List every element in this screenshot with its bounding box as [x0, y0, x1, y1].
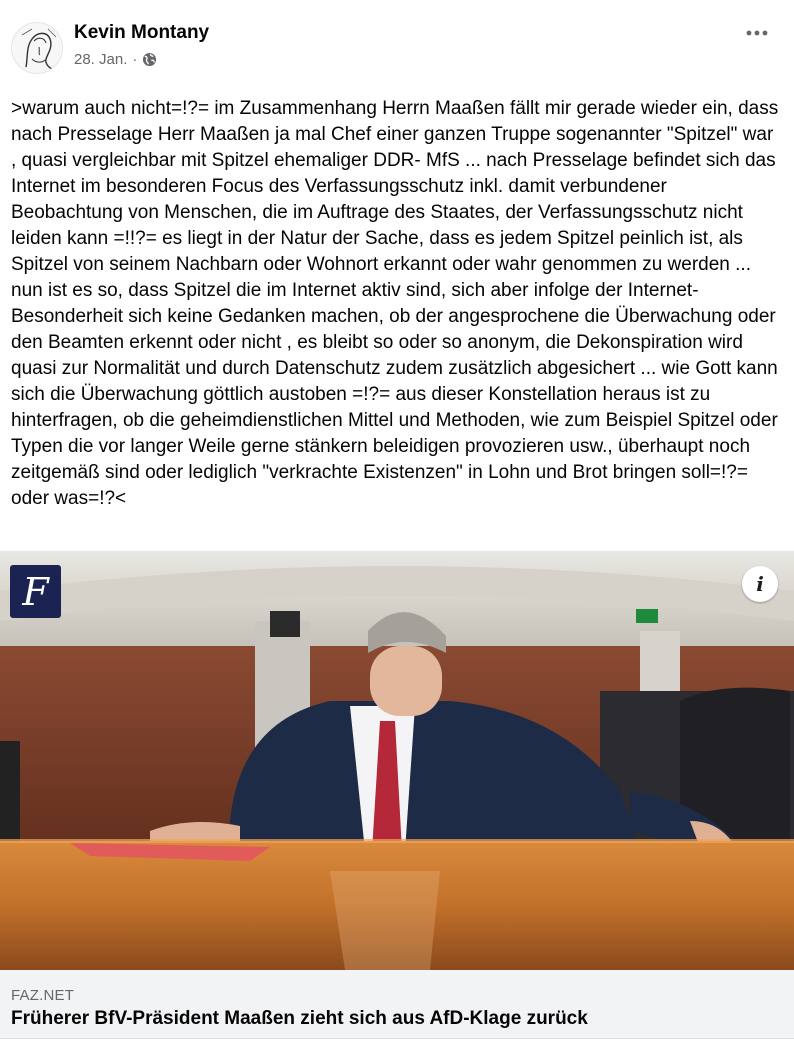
- post-header: [0, 0, 794, 90]
- link-card-footer[interactable]: [0, 970, 794, 1039]
- globe-icon: [142, 52, 157, 67]
- post-date[interactable]: 28. Jan.: [74, 51, 128, 68]
- avatar-sketch-icon: [12, 23, 63, 74]
- post-meta: [74, 51, 157, 68]
- article-photo-illustration: [0, 551, 794, 970]
- author-name[interactable]: Kevin Montany: [74, 22, 210, 43]
- link-preview-card[interactable]: [0, 551, 794, 1039]
- faz-logo: F: [10, 565, 61, 618]
- more-options-button[interactable]: [742, 18, 772, 48]
- link-headline[interactable]: Früherer BfV-Präsident Maaßen zieht sich aus AfD-Klage zurück: [11, 1008, 588, 1029]
- article-photo[interactable]: [0, 551, 794, 970]
- post-text: >warum auch nicht=!?= im Zusammenhang Herrn Maaßen fällt mir gerade wieder ein, dass nach Presselage Herr Maaßen ja mal Chef einer ganzen Truppe sogenannter "Spitzel" war , quasi vergleichbar mit Spitzel ehemaliger DDR- MfS ... nach Presselage befindet sich das Internet im besonderen Focus des Verfassungsschutz inkl. damit verbundener Beobachtung von Menschen, die im Auftrage des Staates, der Verfassungsschutz nicht leiden kann =!!?= es liegt in der Natur der Sache, dass es jedem Spitzel peinlich ist, als Spitzel von seinem Nachbarn oder Wohnort erkannt oder wahr genommen zu werden ... nun ist es so, dass Spitzel die im Internet aktiv sind, sich aber infolge der Internet- Besonderheit sich keine Gedanken machen, ob der angesprochene die Überwachung oder den Beamten erkennt oder nicht , es bleibt so oder so anonym, die Dekonspiration wird quasi zur Normalität und durch Datenschutz zudem zusätzlich abgesichert ... wie Gott kann sich die Überwachung göttlich austoben =!?= aus dieser Konstellation heraus ist zu hinterfragen, ob die geheimdienstlichen Mittel und Methoden, wie zum Beispiel Spitzel oder Typen die vor langer Weile gerne stänkern beleidigen provozieren usw., überhaupt noch zeitgemäß sind oder lediglich "verkrachte Existenzen" in Lohn und Brot bringen soll=!?= oder was=!?<: [11, 98, 779, 509]
- avatar[interactable]: [11, 22, 63, 74]
- ellipsis-icon: [746, 30, 768, 36]
- info-button[interactable]: i: [742, 566, 778, 602]
- link-domain: FAZ.NET: [11, 987, 75, 1004]
- meta-separator: ·: [132, 51, 138, 68]
